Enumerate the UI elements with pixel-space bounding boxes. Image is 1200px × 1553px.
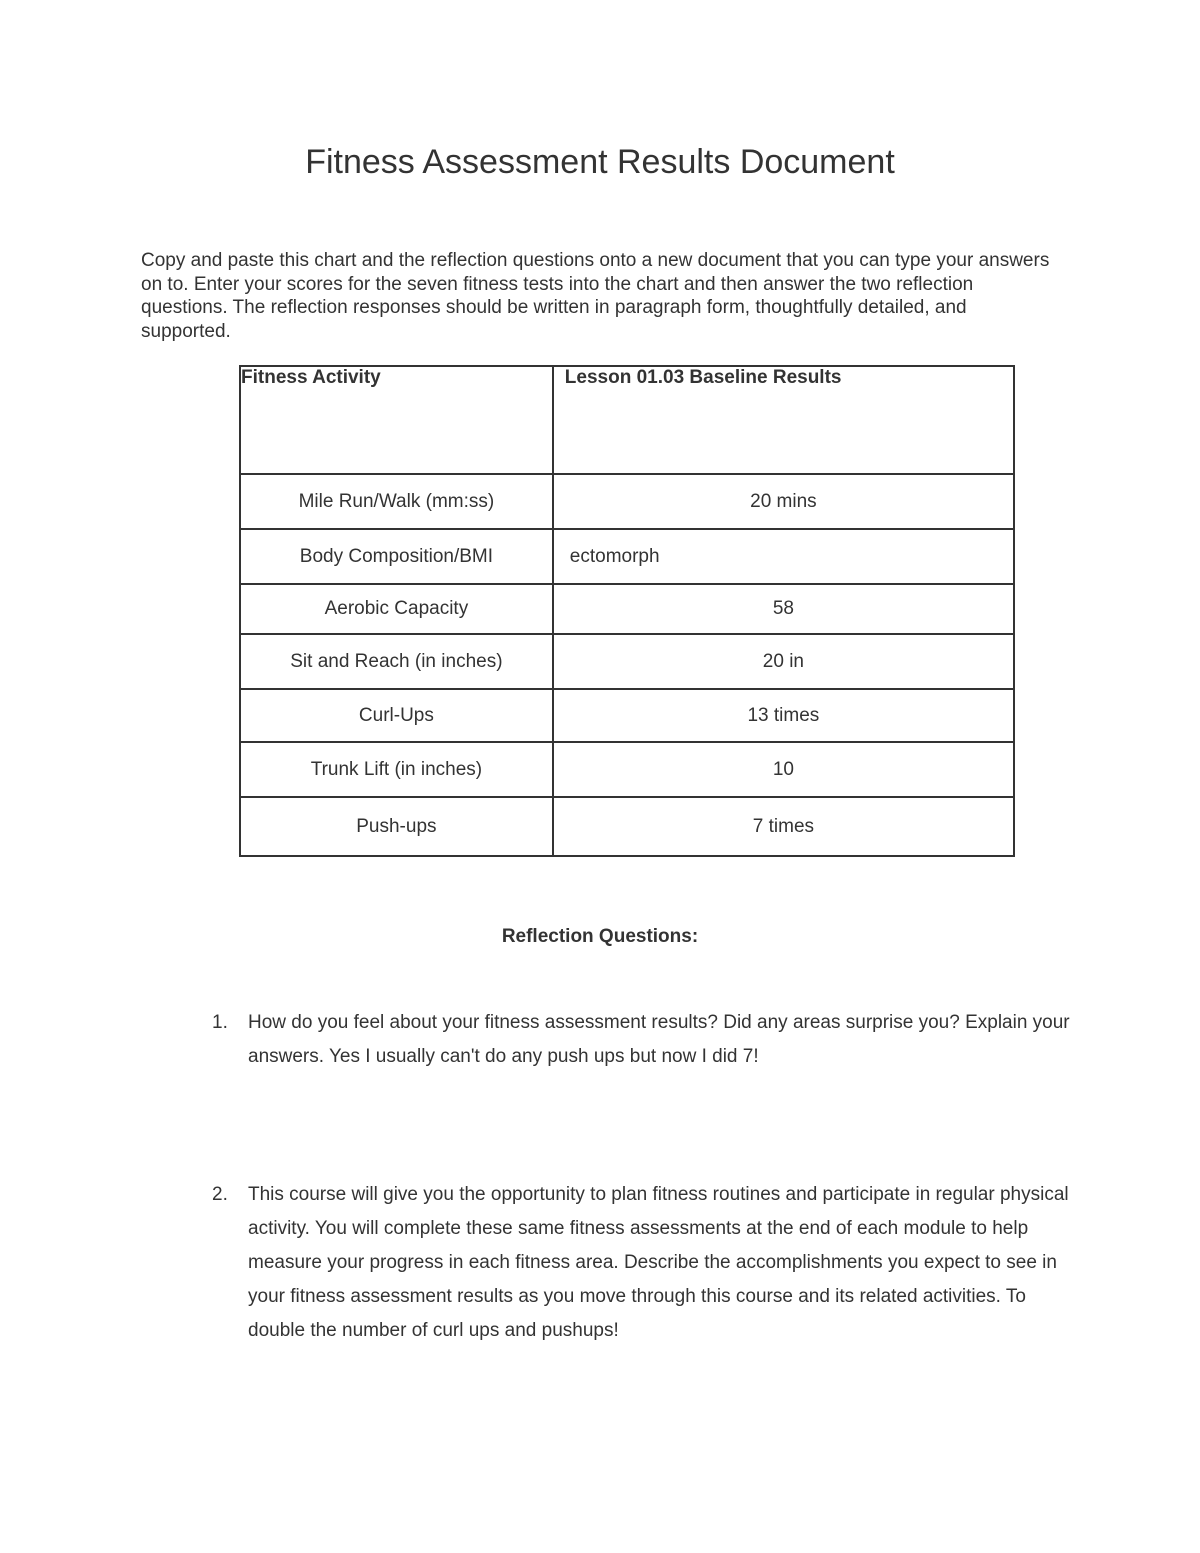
header-fitness-activity: Fitness Activity (240, 366, 553, 474)
result-cell: 20 mins (553, 474, 1014, 529)
question-number: 2. (212, 1184, 228, 1205)
table-row (240, 474, 1014, 529)
result-cell: 58 (553, 584, 1014, 634)
question-text: How do you feel about your fitness assessment results? Did any areas surprise you? Explain your answers. Yes I usually can't do any push ups but now I did 7! (248, 1012, 1070, 1067)
result-cell: ectomorph (553, 529, 1014, 584)
activity-cell: Curl-Ups (240, 689, 553, 742)
result-cell: 7 times (553, 797, 1014, 856)
header-baseline-results: Lesson 01.03 Baseline Results (553, 366, 1014, 474)
list-item (212, 1178, 1072, 1348)
activity-cell: Mile Run/Walk (mm:ss) (240, 474, 553, 529)
activity-cell: Aerobic Capacity (240, 584, 553, 634)
result-cell: 13 times (553, 689, 1014, 742)
table-row (240, 634, 1014, 689)
activity-cell: Sit and Reach (in inches) (240, 634, 553, 689)
table-row (240, 797, 1014, 856)
activity-cell: Trunk Lift (in inches) (240, 742, 553, 797)
document-title: Fitness Assessment Results Document (305, 143, 895, 181)
result-cell: 10 (553, 742, 1014, 797)
intro-paragraph: Copy and paste this chart and the reflection questions onto a new document that you can type your answers on to. Enter your scores for the seven fitness tests into the chart and then answer the two reflection questions. The reflection responses should be written in paragraph form, thoughtfully detailed, and supported. (141, 250, 1050, 342)
table-row (240, 584, 1014, 634)
table-row (240, 689, 1014, 742)
table-header-row (240, 366, 1014, 474)
activity-cell: Body Composition/BMI (240, 529, 553, 584)
fitness-results-table (239, 365, 1015, 857)
list-item (212, 1006, 1072, 1074)
table-row (240, 742, 1014, 797)
result-cell: 20 in (553, 634, 1014, 689)
question-number: 1. (212, 1012, 228, 1033)
table-row (240, 529, 1014, 584)
question-text: This course will give you the opportunity to plan fitness routines and participate in regular physical activity. You will complete these same fitness assessments at the end of each module to help measure your progress in each fitness area. Describe the accomplishments you expect to see in your fitness assessment results as you move through this course and its related activities. To double the number of curl ups and pushups! (248, 1184, 1069, 1341)
reflection-questions-list (212, 1006, 1072, 1348)
reflection-heading: Reflection Questions: (501, 926, 699, 947)
activity-cell: Push-ups (240, 797, 553, 856)
